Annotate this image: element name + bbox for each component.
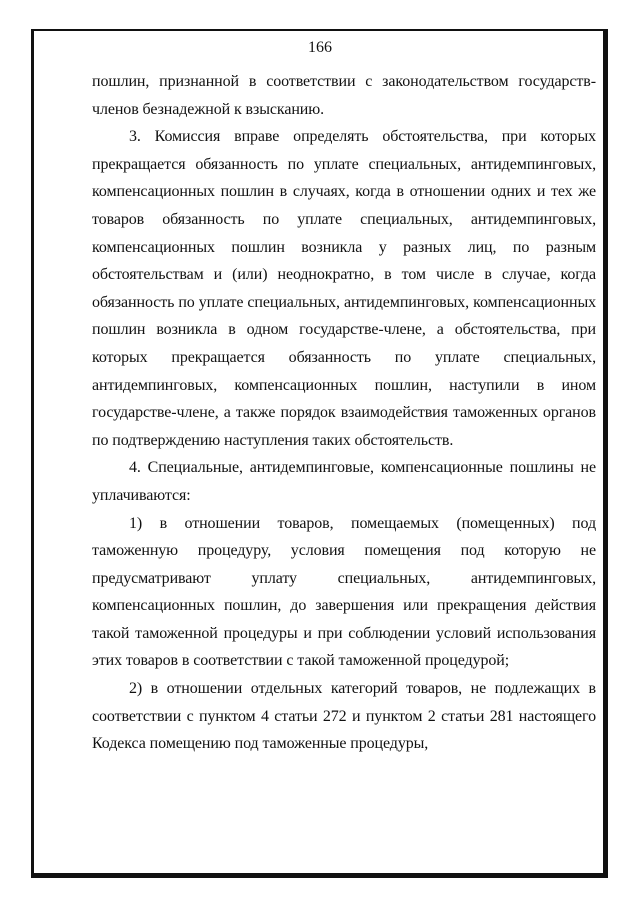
paragraph-item-2: 2) в отношении отдельных категорий товаров, не подлежащих в соответствии с пунктом 4 статьи 272 и пунктом 2 статьи 281 настоящего Кодекса помещению под таможенные процедуры, <box>92 680 596 753</box>
document-body <box>92 68 596 758</box>
paragraph-continuation: пошлин, признанной в соответствии с законодательством государств-членов безнадежной к взысканию. <box>92 73 596 118</box>
paragraph-clause-3: 3. Комиссия вправе определять обстоятельства, при которых прекращается обязанность по уплате специальных, антидемпинговых, компенсационных пошлин в случаях, когда в отношении одних и тех же товаров обязанность по уплате специальных, антидемпинговых, компенсационных пошлин возникла у разных лиц, по разным обстоятельствам и (или) неоднократно, в том числе в случае, когда обязанность по уплате специальных, антидемпинговых, компенсационных пошлин возникла в одном государстве-члене, а обстоятельства, при которых прекращается обязанность по уплате специальных, антидемпинговых, компенсационных пошлин, наступили в ином государстве-члене, а также порядок взаимодействия таможенных органов по подтверждению наступления таких обстоятельств. <box>92 128 596 449</box>
page-number: 166 <box>308 39 332 56</box>
paragraph-clause-4: 4. Специальные, антидемпинговые, компенсационные пошлины не уплачиваются: <box>92 459 596 504</box>
paragraph-item-1: 1) в отношении товаров, помещаемых (помещенных) под таможенную процедуру, условия помещения под которую не предусматривают уплату специальных, антидемпинговых, компенсационных пошлин, до завершения или прекращения действия такой таможенной процедуры и при соблюдении условий использования этих товаров в соответствии с такой таможенной процедурой; <box>92 514 596 670</box>
